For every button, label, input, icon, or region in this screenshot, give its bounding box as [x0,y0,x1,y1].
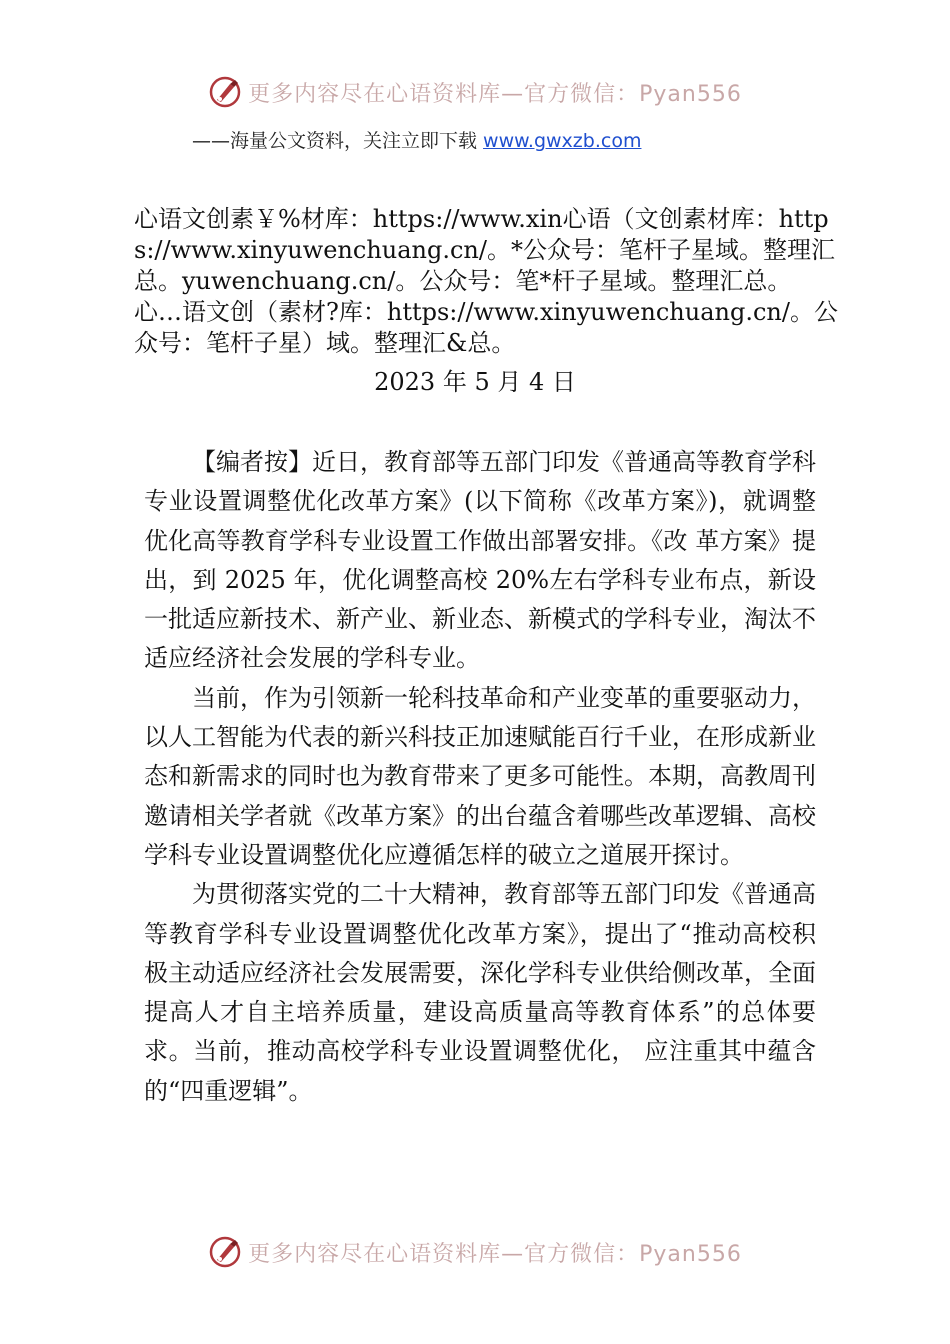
footer-watermark-banner [0,1228,950,1276]
watermark-text: 更多内容尽在心语资料库—官方微信：Pyan556 [248,1241,742,1267]
paragraph-main: 为贯彻落实党的二十大精神，教育部等五部门印发《普通高等教育学科专业设置调整优化改革方案》，提出了“推动高校积极主动适应经济社会发展需要，深化学科专业供给侧改革，全面提高人才自主培养质量，建设高质量高等教育体系”的总体要求。当前，推动高校学科专业设置调整优化， 应注重其中蕴含的“四重逻辑”。 [144,880,816,1105]
download-notice-text: ——海量公文资料，关注立即下载 [192,130,484,152]
header-watermark-banner [0,68,950,116]
pen-nib-logo-icon [208,75,242,109]
pen-nib-logo-icon [208,1235,242,1269]
watermark-text: 更多内容尽在心语资料库—官方微信：Pyan556 [248,81,742,107]
article-body [144,443,816,1111]
gwxzb-link[interactable]: www.gwxzb.com [483,130,642,152]
source-info-block: 心语文创素￥%材库：https://www.xin心语（文创素材库：https://www.xinyuwenchuang.cn/。*公众号：笔杆子星域。整理汇总。yuwenchuang.cn/。公众号：笔*杆子星域。整理汇总。心…语文创（素材?库：https://www.xinyuwenchuang.cn/。公众号：笔杆子星）域。整理汇&总。 [134,205,838,357]
paragraph-context: 当前，作为引领新一轮科技革命和产业变革的重要驱动力，以人工智能为代表的新兴科技正加速赋能百行千业，在形成新业态和新需求的同时也为教育带来了更多可能性。本期，高教周刊邀请相关学者就《改革方案》的出台蕴含着哪些改革逻辑、高校学科专业设置调整优化应遵循怎样的破立之道展开探讨。 [144,683,816,869]
paragraph-editor-note: 【编者按】近日，教育部等五部门印发《普通高等教育学科专业设置调整优化改革方案》(以下简称《改革方案》)，就调整优化高等教育学科专业设置工作做出部署安排。《改 革方案》提出，到 2025 年，优化调整高校 20%左右学科专业布点，新设一批适应新技术、新产业、新业态、新模式的学科专业，淘汰不适应经济社会发展的学科专业。 [144,448,816,673]
document-date: 2023 年 5 月 4 日 [374,368,576,396]
download-notice [192,126,641,153]
